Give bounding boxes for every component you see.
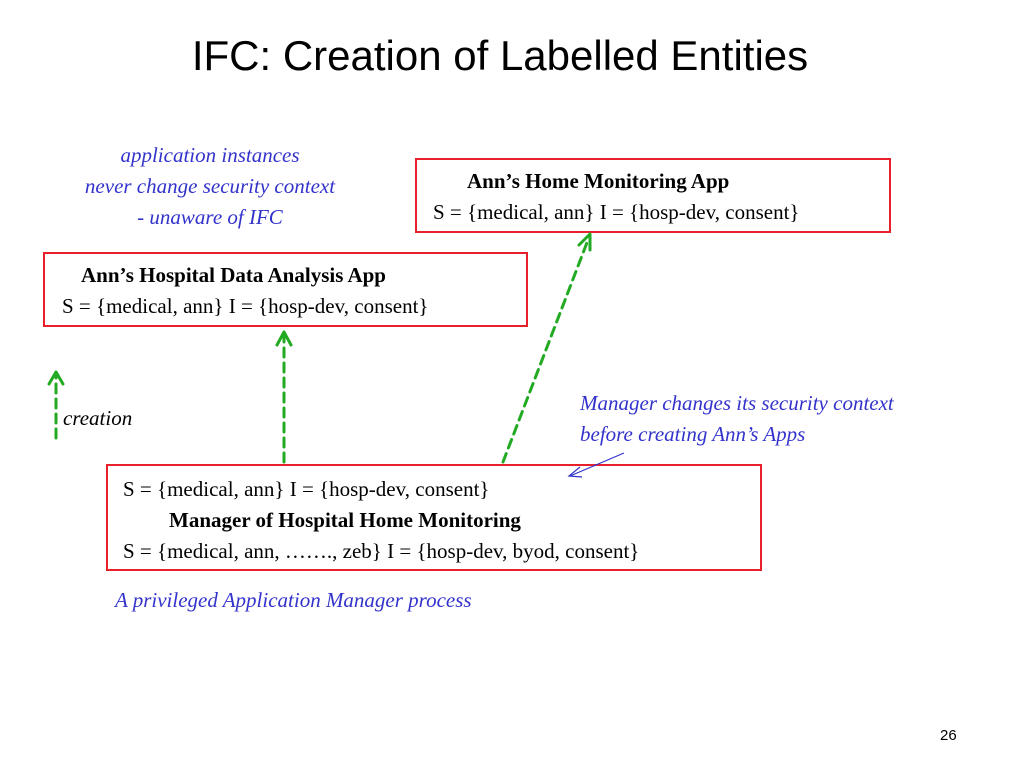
slide-title: IFC: Creation of Labelled Entities (191, 32, 809, 79)
note-right-line: before creating Ann’s Apps (580, 422, 806, 446)
creation-legend-label: creation (63, 406, 133, 430)
home-monitoring-app-name: Ann’s Home Monitoring App (467, 169, 730, 193)
note-left-line: application instances (120, 143, 300, 167)
note-right-line: Manager changes its security context (580, 391, 894, 415)
hospital-analysis-app-name: Ann’s Hospital Data Analysis App (81, 263, 386, 287)
manager-name: Manager of Hospital Home Monitoring (169, 508, 521, 532)
note-left-line: - unaware of IFC (137, 205, 283, 229)
manager-changed-labels: S = {medical, ann} I = {hosp-dev, consent} (123, 477, 490, 501)
note-pointer-line (569, 453, 624, 477)
manager-labels: S = {medical, ann, ……., zeb} I = {hosp-dev, byod, consent} (123, 539, 640, 563)
hospital-analysis-app-labels: S = {medical, ann} I = {hosp-dev, consent} (62, 294, 429, 318)
creation-arrow-to-home-app (503, 234, 590, 462)
note-left-line: never change security context (84, 174, 336, 198)
home-monitoring-app-labels: S = {medical, ann} I = {hosp-dev, consent} (433, 200, 800, 224)
creation-arrow-to-hospital-app (277, 332, 291, 462)
creation-legend-arrow (49, 372, 63, 438)
page-number: 26 (940, 727, 957, 744)
note-privileged-manager: A privileged Application Manager process (115, 588, 472, 612)
